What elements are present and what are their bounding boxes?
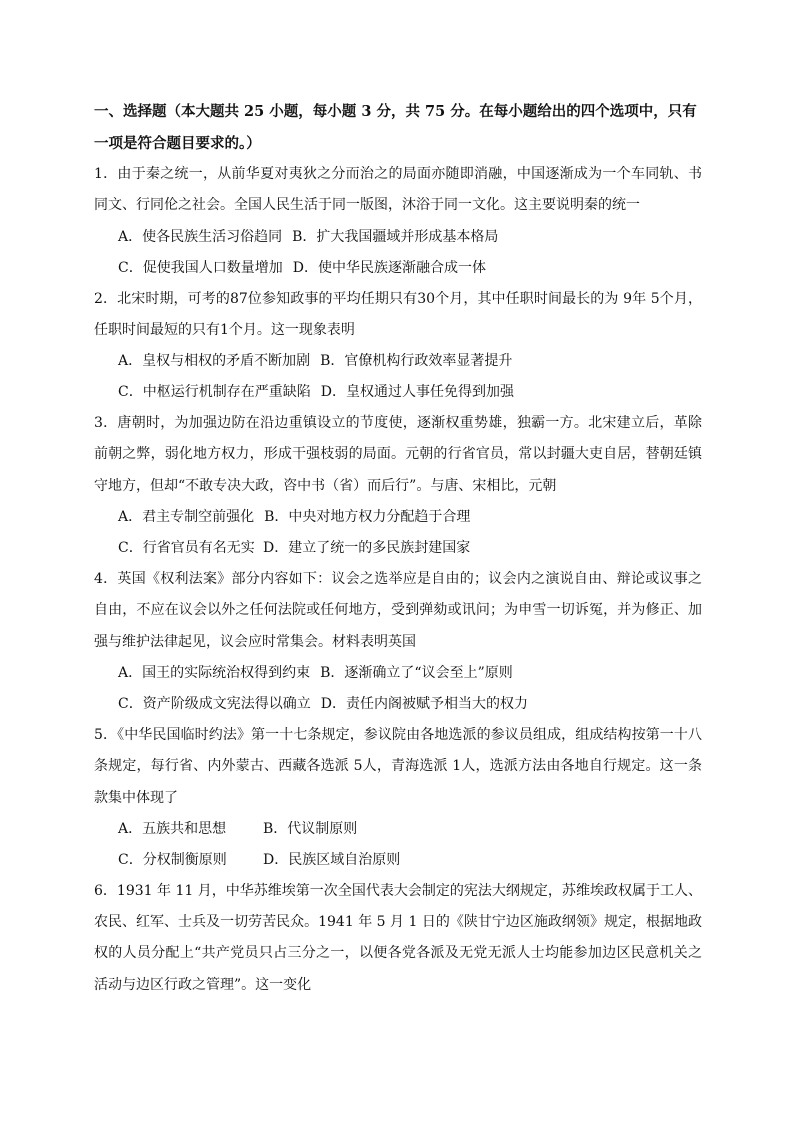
option-b[interactable]: B．中央对地方权力分配趋于合理 [264,509,471,526]
question-stem: 3．唐朝时，为加强边防在沿边重镇设立的节度使，逐渐权重势雄，独霸一方。北宋建立后，革除前朝之弊，弱化地方权力，形成干强枝弱的局面。元朝的行省官员，常以封疆大吏自居，替朝廷镇守地方，但却“不敢专决大政，咨中书（省）而后行”。与唐、宋相比，元朝 [94,415,702,494]
option-b[interactable]: B．扩大我国疆域并形成基本格局 [292,228,499,245]
option-c[interactable]: C．分权制衡原则 [118,851,227,868]
question-stem: 4．英国《权利法案》部分内容如下：议会之选举应是自由的；议会内之演说自由、辩论或议事之自由，不应在议会以外之任何法院或任何地方，受到弹劾或讯问；为申雪一切诉冤，并为修正、加强与维护法律起见，议会应时常集会。材料表明英国 [94,571,702,650]
option-d[interactable]: D．建立了统一的多民族封建国家 [263,540,471,557]
question-stem: 5．《中华民国临时约法》第一十七条规定，参议院由各地选派的参议员组成，组成结构按第一十八条规定，每行省、内外蒙古、西藏各选派 5人，青海选派 1人，选派方法由各地自行规定。这一条款集中体现了 [94,726,702,806]
options-row [94,222,702,253]
option-c[interactable]: C．行省官员有名无实 [118,540,255,557]
option-c[interactable]: C．促使我国人口数量增加 [118,259,283,276]
options-row [94,814,702,845]
question-6 [94,876,702,1001]
options-row [94,845,702,876]
question-stem: 6．1931 年 11 月，中华苏维埃第一次全国代表大会制定的宪法大纲规定，苏维埃政权属于工人、农民、红军、士兵及一切劳苦民众。1941 年 5 月 1 日的《陕甘宁边区施政纲领》规定，根据地政权的人员分配上“共产党员只占三分之一，以便各党各派及无党无派人士均能参加边区民意机关之活动与边区行政之管理”。这一变化 [94,882,702,993]
option-d[interactable]: D．责任内阁被赋予相当大的权力 [320,695,528,712]
options-row [94,346,702,377]
question-3 [94,408,702,564]
option-d[interactable]: D．皇权通过人事任免得到加强 [320,384,514,401]
question-stem: 2．北宋时期，可考的87位参知政事的平均任期只有30个月，其中任职时间最长的为 9年 5个月，任职时间最短的只有1个月。这一现象表明 [94,290,702,338]
option-b[interactable]: B．代议制原则 [263,820,358,837]
options-row [94,658,702,689]
option-a[interactable]: A．君主专制空前强化 [118,509,255,526]
option-a[interactable]: A．使各民族生活习俗趋同 [118,228,283,245]
option-d[interactable]: D．使中华民族逐渐融合成一体 [292,259,486,276]
option-c[interactable]: C．资产阶级成文宪法得以确立 [118,695,311,712]
question-1 [94,159,702,284]
options-row [94,689,702,720]
option-a[interactable]: A．皇权与相权的矛盾不断加剧 [118,353,311,370]
question-4 [94,564,702,720]
section-heading: 一、选择题（本大题共 25 小题，每小题 3 分，共 75 分。在每小题给出的四个选项中，只有一项是符合题目要求的。） [94,103,697,152]
question-2 [94,284,702,409]
option-a[interactable]: A．五族共和思想 [118,820,227,837]
options-row [94,533,702,564]
option-c[interactable]: C．中枢运行机制存在严重缺陷 [118,384,311,401]
option-b[interactable]: B．逐渐确立了“议会至上”原则 [320,664,513,681]
option-a[interactable]: A．国王的实际统治权得到约束 [118,664,311,681]
options-row [94,253,702,284]
exam-content [94,96,702,1001]
options-row [94,502,702,533]
question-5 [94,720,702,876]
question-stem: 1．由于秦之统一，从前华夏对夷狄之分而治之的局面亦随即消融，中国逐渐成为一个车同轨、书同文、行同伦之社会。全国人民生活于同一版图，沐浴于同一文化。这主要说明秦的统一 [94,166,702,214]
option-b[interactable]: B．官僚机构行政效率显著提升 [320,353,513,370]
options-row [94,377,702,408]
option-d[interactable]: D．民族区域自治原则 [263,851,401,868]
